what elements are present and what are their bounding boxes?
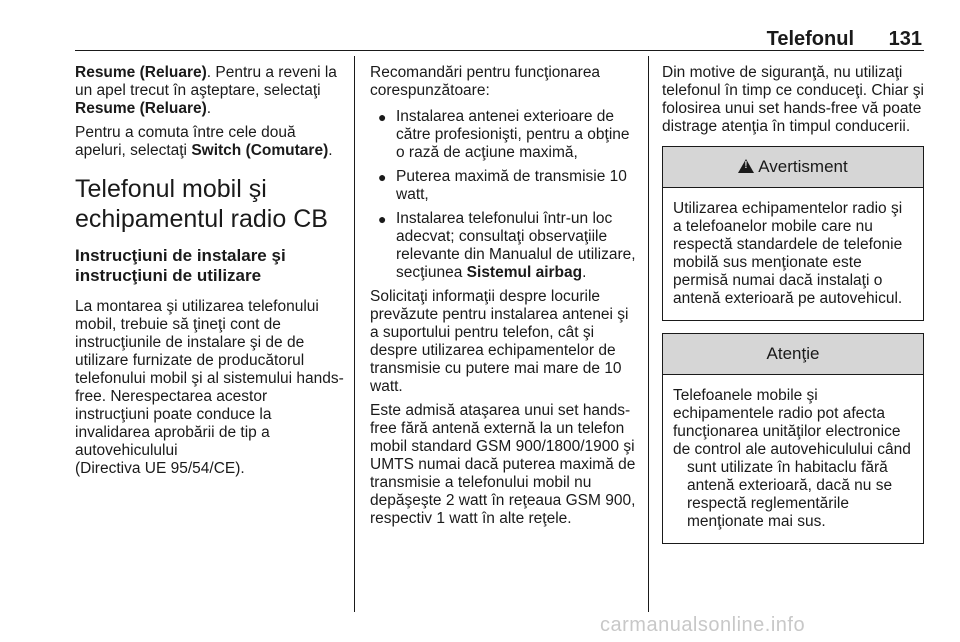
warning-box	[662, 146, 924, 321]
resume-term: Resume (Reluare)	[75, 64, 207, 81]
bullet-icon: ●	[378, 211, 387, 227]
column-1	[75, 64, 345, 484]
column-divider-1	[354, 56, 355, 612]
punctuation: .	[328, 142, 333, 159]
attention-text-indent: sunt utilizate în habitaclu fără antenă exterioară, dacă nu se respectă reglementările menţionate mai sus.	[687, 459, 893, 530]
paragraph-installation	[75, 298, 345, 460]
attention-box	[662, 333, 924, 544]
paragraph-text: La montarea şi utilizarea telefonului mobil, trebuie să ţineţi cont de instrucţiunile de instalare şi de de utilizare furnizate de producătorul telefonului mobil şi al sistemului hands-free. Nerespectarea acestor instrucţiuni poate conduce la invalidarea aprobării de tip a autovehiculului	[75, 298, 344, 459]
section-heading-line: echipamentul radio CB	[75, 205, 328, 233]
paragraph-antenna-info: Solicitaţi informaţii despre locurile prevăzute pentru instalarea antenei şi a suportului pentru telefon, cât şi despre utilizarea echipamentelor de transmisie cu putere mai mare de 10 watt.	[370, 288, 629, 395]
section-heading-line: Telefonul mobil şi	[75, 175, 267, 203]
punctuation: .	[582, 264, 587, 281]
attention-text: Telefoanele mobile şi echipamentele radio pot afecta funcţionarea unităţilor electronice de control ale autovehiculului când	[673, 387, 911, 458]
section-heading	[75, 174, 345, 234]
attention-body	[663, 375, 923, 543]
list-item	[370, 210, 638, 282]
paragraph-hands-free: Este admisă ataşarea unui set hands-free fără antenă externă la un telefon mobil standard GSM 900/1800/1900 şi UMTS numai dacă puterea maximă de transmisie a telefonului mobil nu depăşeşte 2 watt în reţeaua GSM 900, respectiv 1 watt în alte reţele.	[370, 402, 636, 527]
safety-paragraph: Din motive de siguranţă, nu utilizaţi telefonul în timp ce conduceţi. Chiar şi folosirea unui set hands-free vă poate distrage atenţia în timpul conducerii.	[662, 64, 924, 135]
paragraph-text: . Pentru a reveni la un apel trecut în aşteptare, selectaţi	[75, 64, 337, 99]
list-item-text: Instalarea antenei exterioare de către profesionişti, pentru a obţine o rază de acţiune maximă,	[396, 108, 630, 161]
recommendations-list	[370, 108, 638, 282]
paragraph-directive: (Directiva UE 95/54/CE).	[75, 460, 245, 477]
paragraph-text: Pentru a comuta între cele două apeluri, selectaţi	[75, 124, 296, 159]
switch-term: Switch (Comutare)	[191, 142, 329, 159]
page-title: Telefonul	[766, 28, 854, 50]
punctuation: .	[206, 100, 212, 117]
list-item-text: Instalarea telefonului într-un loc adecvat; consultaţi observaţiile relevante din Manualul de utilizare, secţiunea	[396, 210, 636, 281]
list-item	[370, 168, 638, 204]
warning-triangle-icon	[738, 159, 754, 173]
warning-body: Utilizarea echipamentelor radio şi a telefoanelor mobile care nu respectă standardele de telefonie mobilă sus menţionate este permisă numai dacă instalaţi o antenă exterioară pe autovehicul.	[673, 200, 903, 307]
page-header	[75, 28, 924, 50]
subsection-heading-line: instrucţiuni de utilizare	[75, 266, 262, 285]
list-item-text: Puterea maximă de transmisie 10 watt,	[396, 168, 627, 203]
bullet-icon: ●	[378, 169, 387, 185]
column-3	[662, 64, 924, 556]
resume-term: Resume (Reluare)	[75, 100, 207, 117]
recommendations-intro: Recomandări pentru funcţionarea corespunzătoare:	[370, 64, 601, 99]
watermark: carmanualsonline.info	[600, 614, 806, 636]
warning-title: Avertisment	[758, 157, 848, 176]
header-divider	[75, 50, 924, 51]
subsection-heading	[75, 246, 345, 286]
page-number: 131	[888, 28, 922, 50]
bullet-icon: ●	[378, 109, 387, 125]
list-item	[370, 108, 638, 162]
warning-header	[663, 147, 923, 188]
column-divider-2	[648, 56, 649, 612]
paragraph-resume	[75, 64, 345, 118]
column-2	[370, 64, 638, 534]
attention-header: Atenţie	[663, 334, 923, 375]
airbag-term: Sistemul airbag	[466, 264, 583, 281]
paragraph-switch	[75, 124, 345, 160]
subsection-heading-line: Instrucţiuni de instalare şi	[75, 246, 286, 265]
